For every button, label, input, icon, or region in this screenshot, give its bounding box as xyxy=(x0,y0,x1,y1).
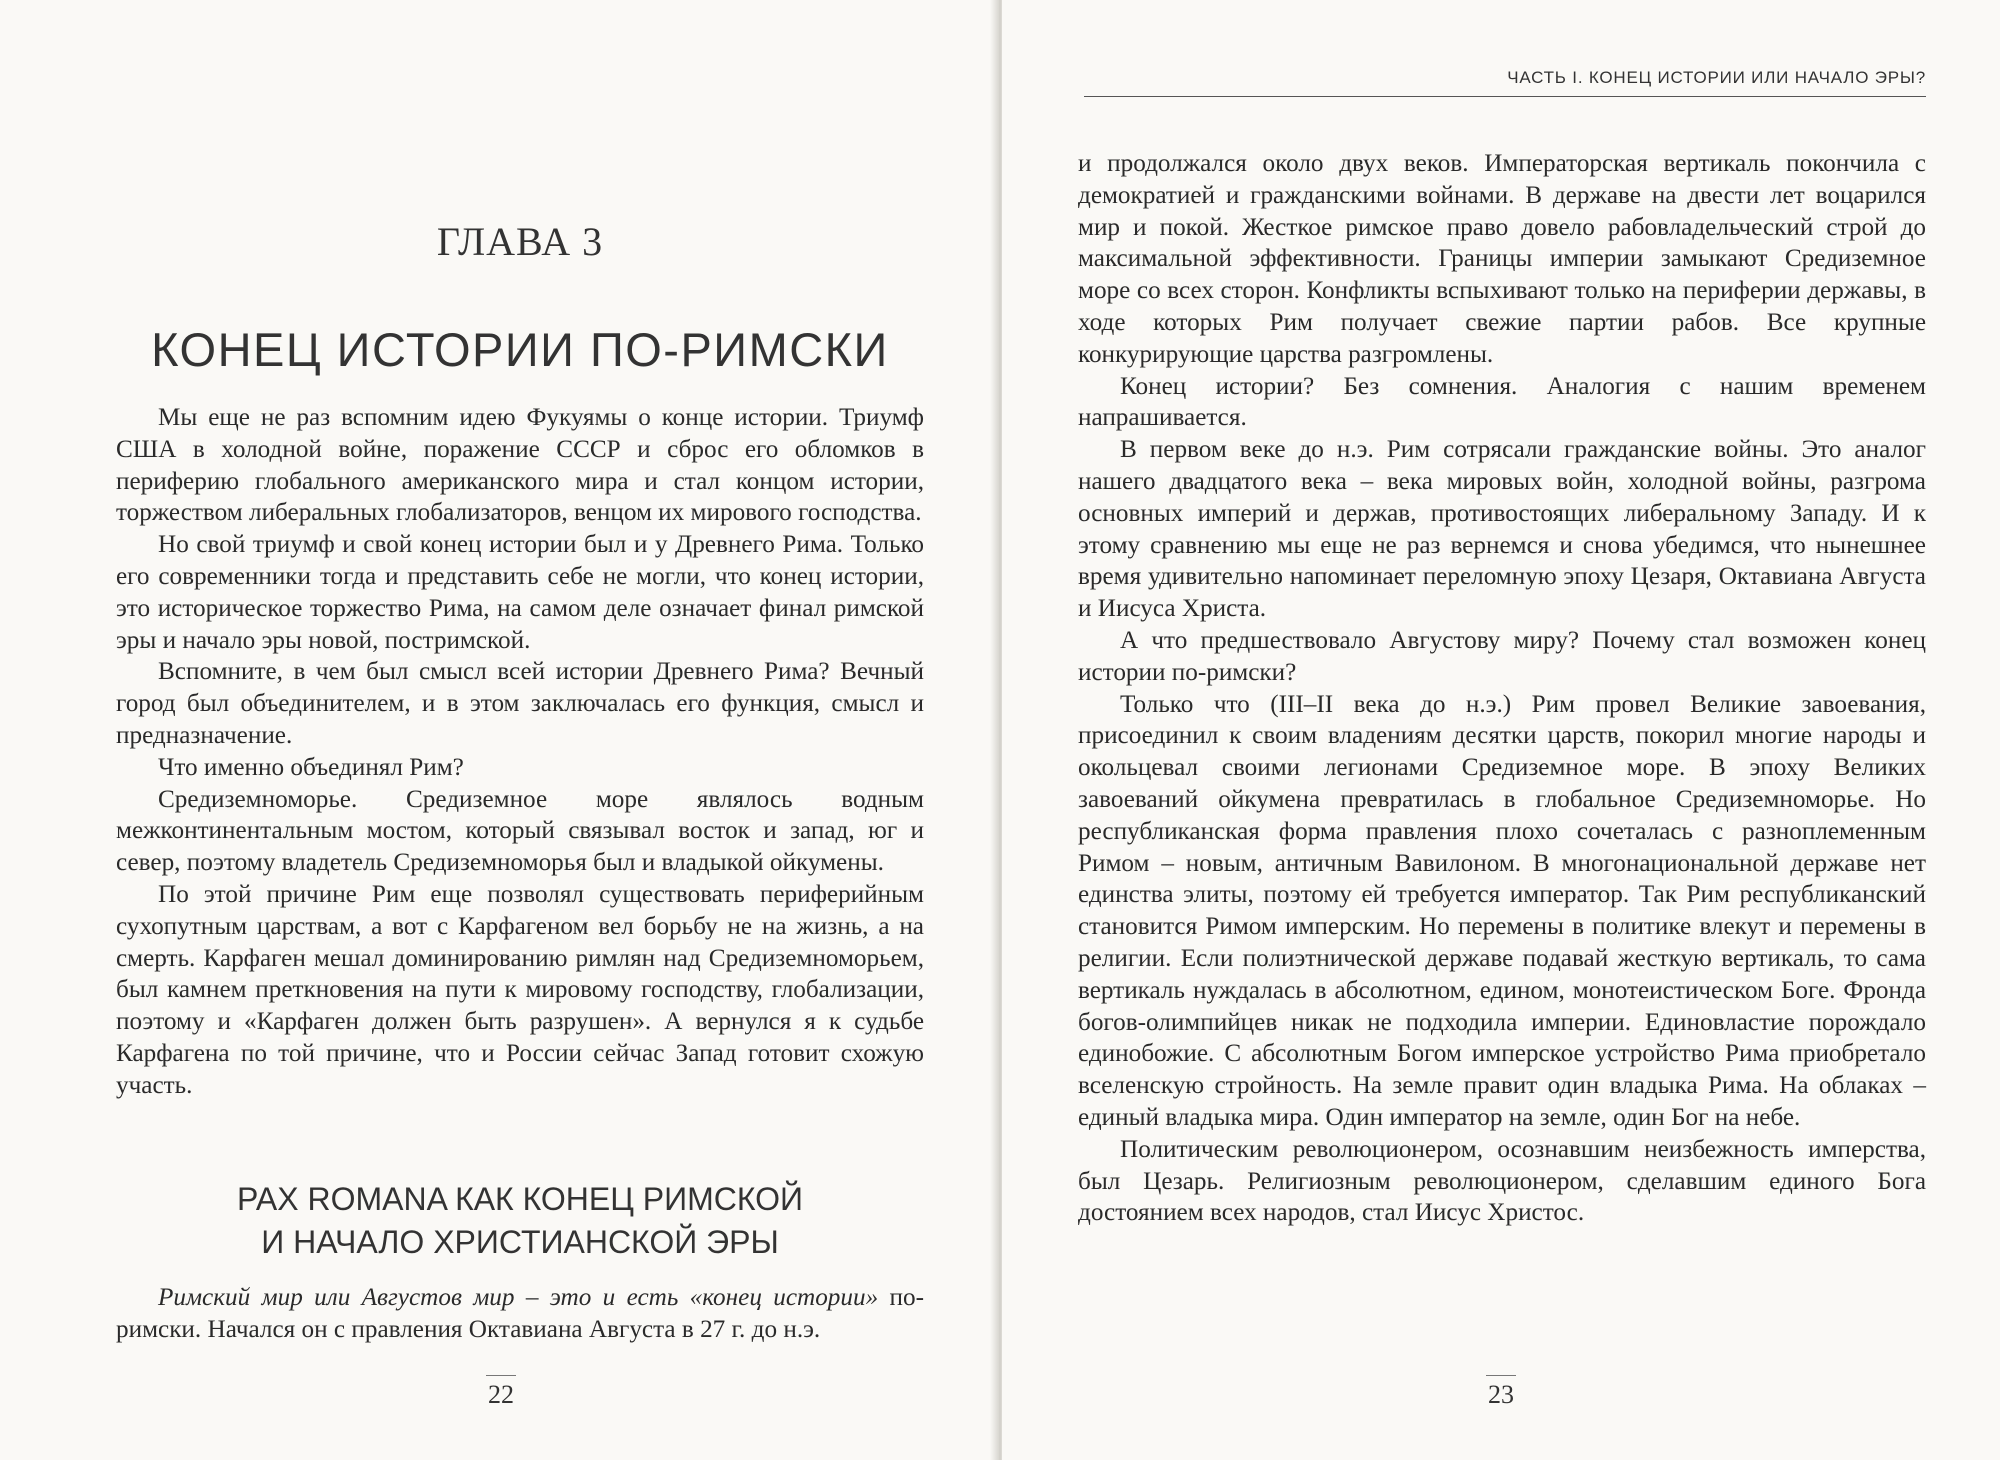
page-number-rule xyxy=(1486,1375,1516,1376)
page-number: 22 xyxy=(488,1380,514,1409)
paragraph: Конец истории? Без сомнения. Аналогия с нашим временем напрашивается. xyxy=(1078,372,1926,432)
right-body-text xyxy=(1078,148,1926,1229)
page-number: 23 xyxy=(1488,1380,1514,1409)
paragraph: Политическим революционером, осознавшим неизбежность имперства, был Цезарь. Религиозным революционером, сделавшим единого Бога достоянием всех народов, стал Иисус Христос. xyxy=(1078,1135,1926,1227)
paragraph: В первом веке до н.э. Рим сотрясали гражданские войны. Это аналог нашего двадцатого века – века мировых войн, холодной войны, разгрома основных империй и держав, противостоящих либеральному Западу. И к этому сравнению мы еще не раз вернемся и снова убедимся, что нынешнее время удивительно напоминает переломную эпоху Цезаря, Октавиана Августа и Иисуса Христа. xyxy=(1078,436,1926,623)
section-title-line: PAX ROMANA КАК КОНЕЦ РИМСКОЙ xyxy=(236,1181,804,1217)
paragraph: Мы еще не раз вспомним идею Фукуямы о конце истории. Триумф США в холодной войне, поражение СССР и сброс его обломков в периферию глобального американского мира и стал концом истории, торжеством либеральных глобализаторов, венцом их мирового господства. xyxy=(116,404,924,527)
left-page xyxy=(0,0,998,1460)
paragraph: и продолжался около двух веков. Императорская вертикаль покончила с демократией и гражданскими войнами. В державе на двести лет воцарился мир и покой. Жесткое римское право довело рабовладельческий строй до максимальной эффективности. Границы империи замыкают Средиземное море со всех сторон. Конфликты вспыхивают только на периферии державы, в ходе которых Рим получает свежие партии рабов. Все крупные конкурирующие царства разгромлены. xyxy=(1078,150,1926,368)
chapter-label: ГЛАВА 3 xyxy=(436,219,604,264)
paragraph: Но свой триумф и свой конец истории был и у Древнего Рима. Только его современники тогда и представить себе не могли, что конец истории, это историческое торжество Рима, на самом деле означает финал римской эры и начало эры новой, постримской. xyxy=(116,531,924,654)
paragraph: По этой причине Рим еще позволял существовать периферийным сухопутным царствам, а вот с Карфагеном вел борьбу не на жизнь, а на смерть. Карфаген мешал доминированию римлян над Средиземноморьем, был камнем преткновения на пути к мировому господству, глобализации, поэтому и «Карфаген должен быть разрушен». А вернулся я к судьбе Карфагена по той причине, что и России сейчас Запад готовит схожую участь. xyxy=(116,880,924,1099)
paragraph: Средиземноморье. Средиземное море являлось водным межконтинентальным мостом, который связывал восток и запад, юг и север, поэтому владетель Средиземноморья был и владыкой ойкумены. xyxy=(116,785,924,877)
paragraph: Вспомните, в чем был смысл всей истории Древнего Рима? Вечный город был объединителем, и в этом заключалась его функция, смысл и предназначение. xyxy=(116,658,924,749)
paragraph: А что предшествовало Августову миру? Почему стал возможен конец истории по-римски? xyxy=(1078,626,1926,686)
right-page xyxy=(1002,0,2000,1460)
left-tail-text xyxy=(116,1282,924,1346)
section-title-line: И НАЧАЛО ХРИСТИАНСКОЙ ЭРЫ xyxy=(261,1224,779,1260)
section-title xyxy=(150,1178,890,1264)
paragraph-rest: по-римски. Начался он с правления Октавиана Августа в 27 г. до н.э. xyxy=(116,1284,924,1343)
page-number-rule xyxy=(486,1375,516,1376)
paragraph xyxy=(116,1282,924,1346)
chapter-title: КОНЕЦ ИСТОРИИ ПО-РИМСКИ xyxy=(151,323,889,376)
left-body-text xyxy=(116,402,924,1102)
paragraph: Только что (III–II века до н.э.) Рим провел Великие завоевания, присоединил к своим владениям десятки царств, покорил многие народы и окольцевал своими легионами Средиземное море. В эпоху Великих завоеваний ойкумена превратилась в глобальное Средиземноморье. Но республиканская форма правления плохо сочеталась с разноплеменным Римом – новым, античным Вавилоном. В многонациональной державе нет единства элиты, поэтому ей требуется император. Так Рим республиканский становится Римом имперским. Но перемены в политике влекут и перемены в религии. Если полиэтнической державе подавай жесткую вертикаль, то сама вертикаль нуждалась в абсолютном, едином, монотеистическом Боге. Фронда богов-олимпийцев никак не подходила империи. Единовластие порождало единобожие. С абсолютным Богом имперское устройство Рима приобретало вселенскую стройность. На земле правит один владыка Рима. На облаках – единый владыка мира. Один император на земле, один Бог на небе. xyxy=(1078,690,1926,1131)
paragraph: Что именно объединял Рим? xyxy=(158,753,464,781)
running-head: ЧАСТЬ I. КОНЕЦ ИСТОРИИ ИЛИ НАЧАЛО ЭРЫ? xyxy=(1507,68,1926,87)
italic-lead-text: Римский мир или Августов мир – это и есть «конец истории» xyxy=(158,1284,879,1311)
running-head-rule xyxy=(1084,96,1926,97)
